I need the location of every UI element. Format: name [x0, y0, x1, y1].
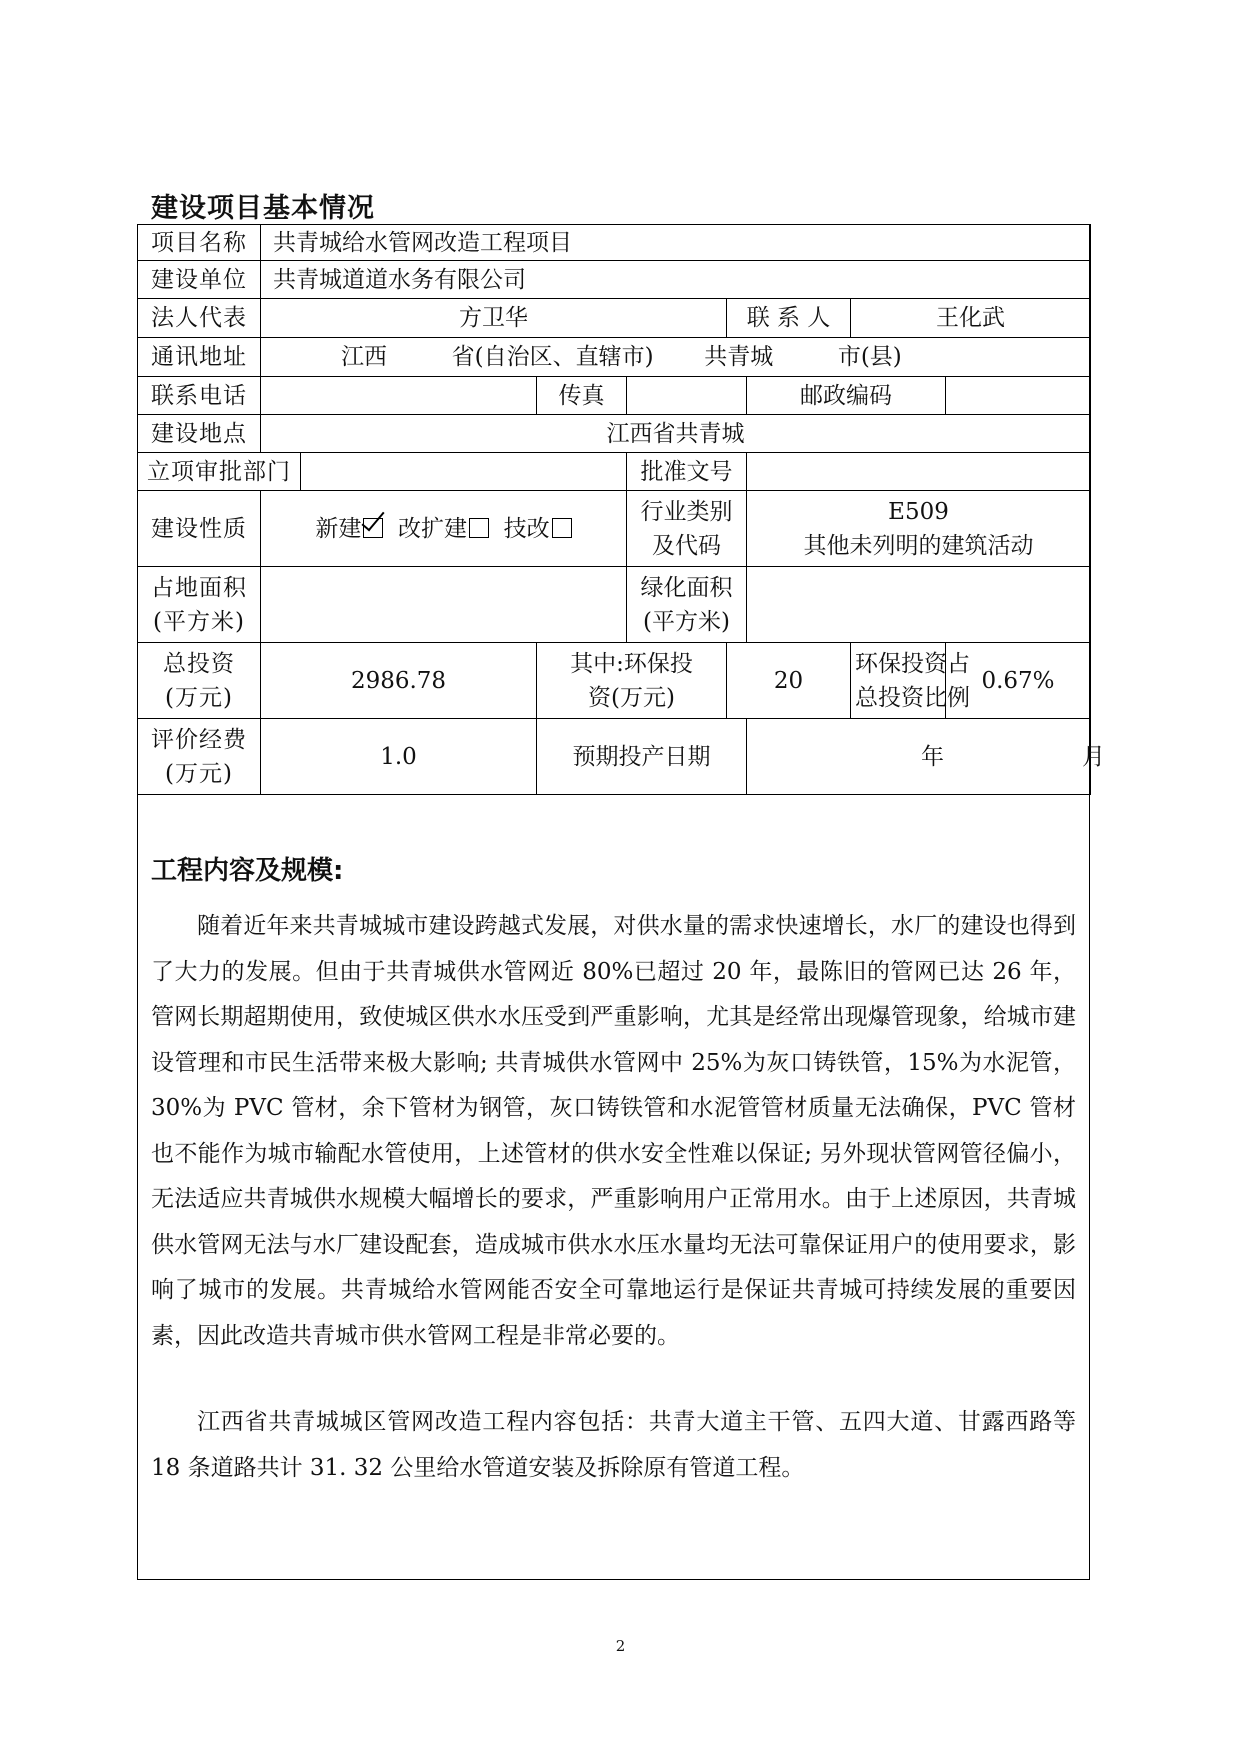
row-project-name: [138, 225, 1091, 261]
fax-label: 传真: [537, 377, 627, 415]
section-title: 工程内容及规模:: [151, 856, 344, 886]
env-invest-value: 20: [727, 643, 851, 719]
contact-value: 王化武: [851, 299, 1091, 338]
row-eval-fee: [138, 719, 1091, 795]
industry-label-line2: 及代码: [652, 532, 721, 559]
land-area-label: [138, 567, 261, 643]
env-ratio-value: 0.67%: [946, 643, 1091, 719]
page-number: 2: [615, 1637, 626, 1655]
row-address: [138, 338, 1091, 377]
total-invest-label: [138, 643, 261, 719]
start-date-label: 预期投产日期: [537, 719, 747, 795]
row-builder: [138, 261, 1091, 299]
green-area-value: [747, 567, 1091, 643]
nature-expand-label: 改扩建: [398, 515, 467, 542]
total-invest-label-line2: (万元): [165, 684, 233, 711]
eval-fee-label-line2: (万元): [165, 760, 233, 787]
project-name-value: 共青城给水管网改造工程项目: [261, 225, 1091, 261]
nature-expand-checkbox: [469, 518, 489, 538]
fax-value: [627, 377, 747, 415]
eval-fee-label: [138, 719, 261, 795]
builder-label: 建设单位: [138, 261, 261, 299]
month-label: 月: [1082, 743, 1105, 770]
builder-value: 共青城道道水务有限公司: [261, 261, 1091, 299]
industry-label-line1: 行业类别: [640, 498, 733, 525]
row-nature: [138, 491, 1091, 567]
year-label: 年: [921, 743, 944, 770]
green-area-label-line2: (平方米): [643, 608, 730, 635]
industry-label: [627, 491, 747, 567]
land-area-label-line1: 占地面积: [151, 574, 247, 601]
approval-dept-label: 立项审批部门: [138, 453, 301, 491]
page-heading: 建设项目基本情况: [151, 193, 375, 224]
row-phone: [138, 377, 1091, 415]
industry-code: E509: [888, 498, 949, 525]
address-city-suffix: 市(县): [837, 344, 902, 370]
industry-value: [747, 491, 1091, 567]
land-area-value: [261, 567, 627, 643]
nature-tech-checkbox: [552, 518, 572, 538]
env-invest-label-line2: 资(万元): [588, 684, 675, 711]
row-area: [138, 567, 1091, 643]
env-ratio-label-line1: 环保投资占: [855, 650, 970, 677]
row-legal: [138, 299, 1091, 338]
env-invest-label-line1: 其中:环保投: [570, 650, 693, 677]
site-value: 江西省共青城: [261, 415, 1091, 453]
phone-label: 联系电话: [138, 377, 261, 415]
paragraph-2: 江西省共青城城区管网改造工程内容包括：共青大道主干管、五四大道、甘露西路等 18 条道路共计 31. 32 公里给水管道安装及拆除原有管道工程。: [151, 1409, 1076, 1481]
address-label: 通讯地址: [138, 338, 261, 377]
address-city: 共青城: [704, 344, 774, 370]
address-value: [261, 338, 1091, 377]
approval-no-label: 批准文号: [627, 453, 747, 491]
site-label: 建设地点: [138, 415, 261, 453]
project-name-label: 项目名称: [138, 225, 261, 261]
green-area-label: [627, 567, 747, 643]
row-site: [138, 415, 1091, 453]
approval-dept-value: [301, 453, 627, 491]
postcode-value: [946, 377, 1091, 415]
total-invest-value: 2986.78: [261, 643, 537, 719]
phone-value: [261, 377, 537, 415]
address-province-suffix: 省(自治区、直辖市): [451, 344, 654, 370]
approval-no-value: [747, 453, 1091, 491]
eval-fee-value: 1.0: [261, 719, 537, 795]
postcode-label: 邮政编码: [747, 377, 946, 415]
industry-name: 其他未列明的建筑活动: [803, 532, 1034, 559]
row-approval: [138, 453, 1091, 491]
row-investment: [138, 643, 1091, 719]
project-info-table: [137, 224, 1105, 795]
env-invest-label: [537, 643, 727, 719]
legal-rep-value: 方卫华: [261, 299, 727, 338]
eval-fee-label-line1: 评价经费: [151, 726, 247, 753]
start-date-value: [747, 719, 1105, 795]
nature-options: [261, 491, 627, 567]
land-area-label-line2: (平方米): [153, 608, 245, 635]
legal-rep-label: 法人代表: [138, 299, 261, 338]
contact-label: 联 系 人: [727, 299, 851, 338]
total-invest-label-line1: 总投资: [163, 650, 235, 677]
env-ratio-label-line2: 总投资比例: [855, 684, 970, 711]
nature-tech-label: 技改: [503, 515, 550, 542]
green-area-label-line1: 绿化面积: [640, 574, 733, 601]
env-ratio-label: [851, 643, 970, 719]
nature-new-checkbox: [363, 518, 383, 538]
paragraph-1: 随着近年来共青城城市建设跨越式发展，对供水量的需求快速增长，水厂的建设也得到了大力的发展。但由于共青城供水管网近 80%已超过 20 年，最陈旧的管网已达 26 年，管网长期超期使用，致使城区供水水压受到严重影响，尤其是经常出现爆管现象，给城市建设管理和市民生活带来极大影响; 共青城供水管网中 25%为灰口铸铁管，15%为水泥管，30%为 PVC 管材，余下管材为钢管，灰口铸铁管和水泥管管材质量无法确保，PVC 管材也不能作为城市输配水管使用，上述管材的供水安全性难以保证; 另外现状管网管径偏小，无法适应共青城供水规模大幅增长的要求，严重影响用户正常用水。由于上述原因，共青城供水管网无法与水厂建设配套，造成城市供水水压水量均无法可靠保证用户的使用要求，影响了城市的发展。共青城给水管网能否安全可靠地运行是保证共青城可持续发展的重要因素，因此改造共青城市供水管网工程是非常必要的。: [151, 913, 1076, 1349]
address-province: 江西: [341, 344, 387, 370]
nature-new-label: 新建: [315, 515, 362, 542]
nature-label: 建设性质: [138, 491, 261, 567]
